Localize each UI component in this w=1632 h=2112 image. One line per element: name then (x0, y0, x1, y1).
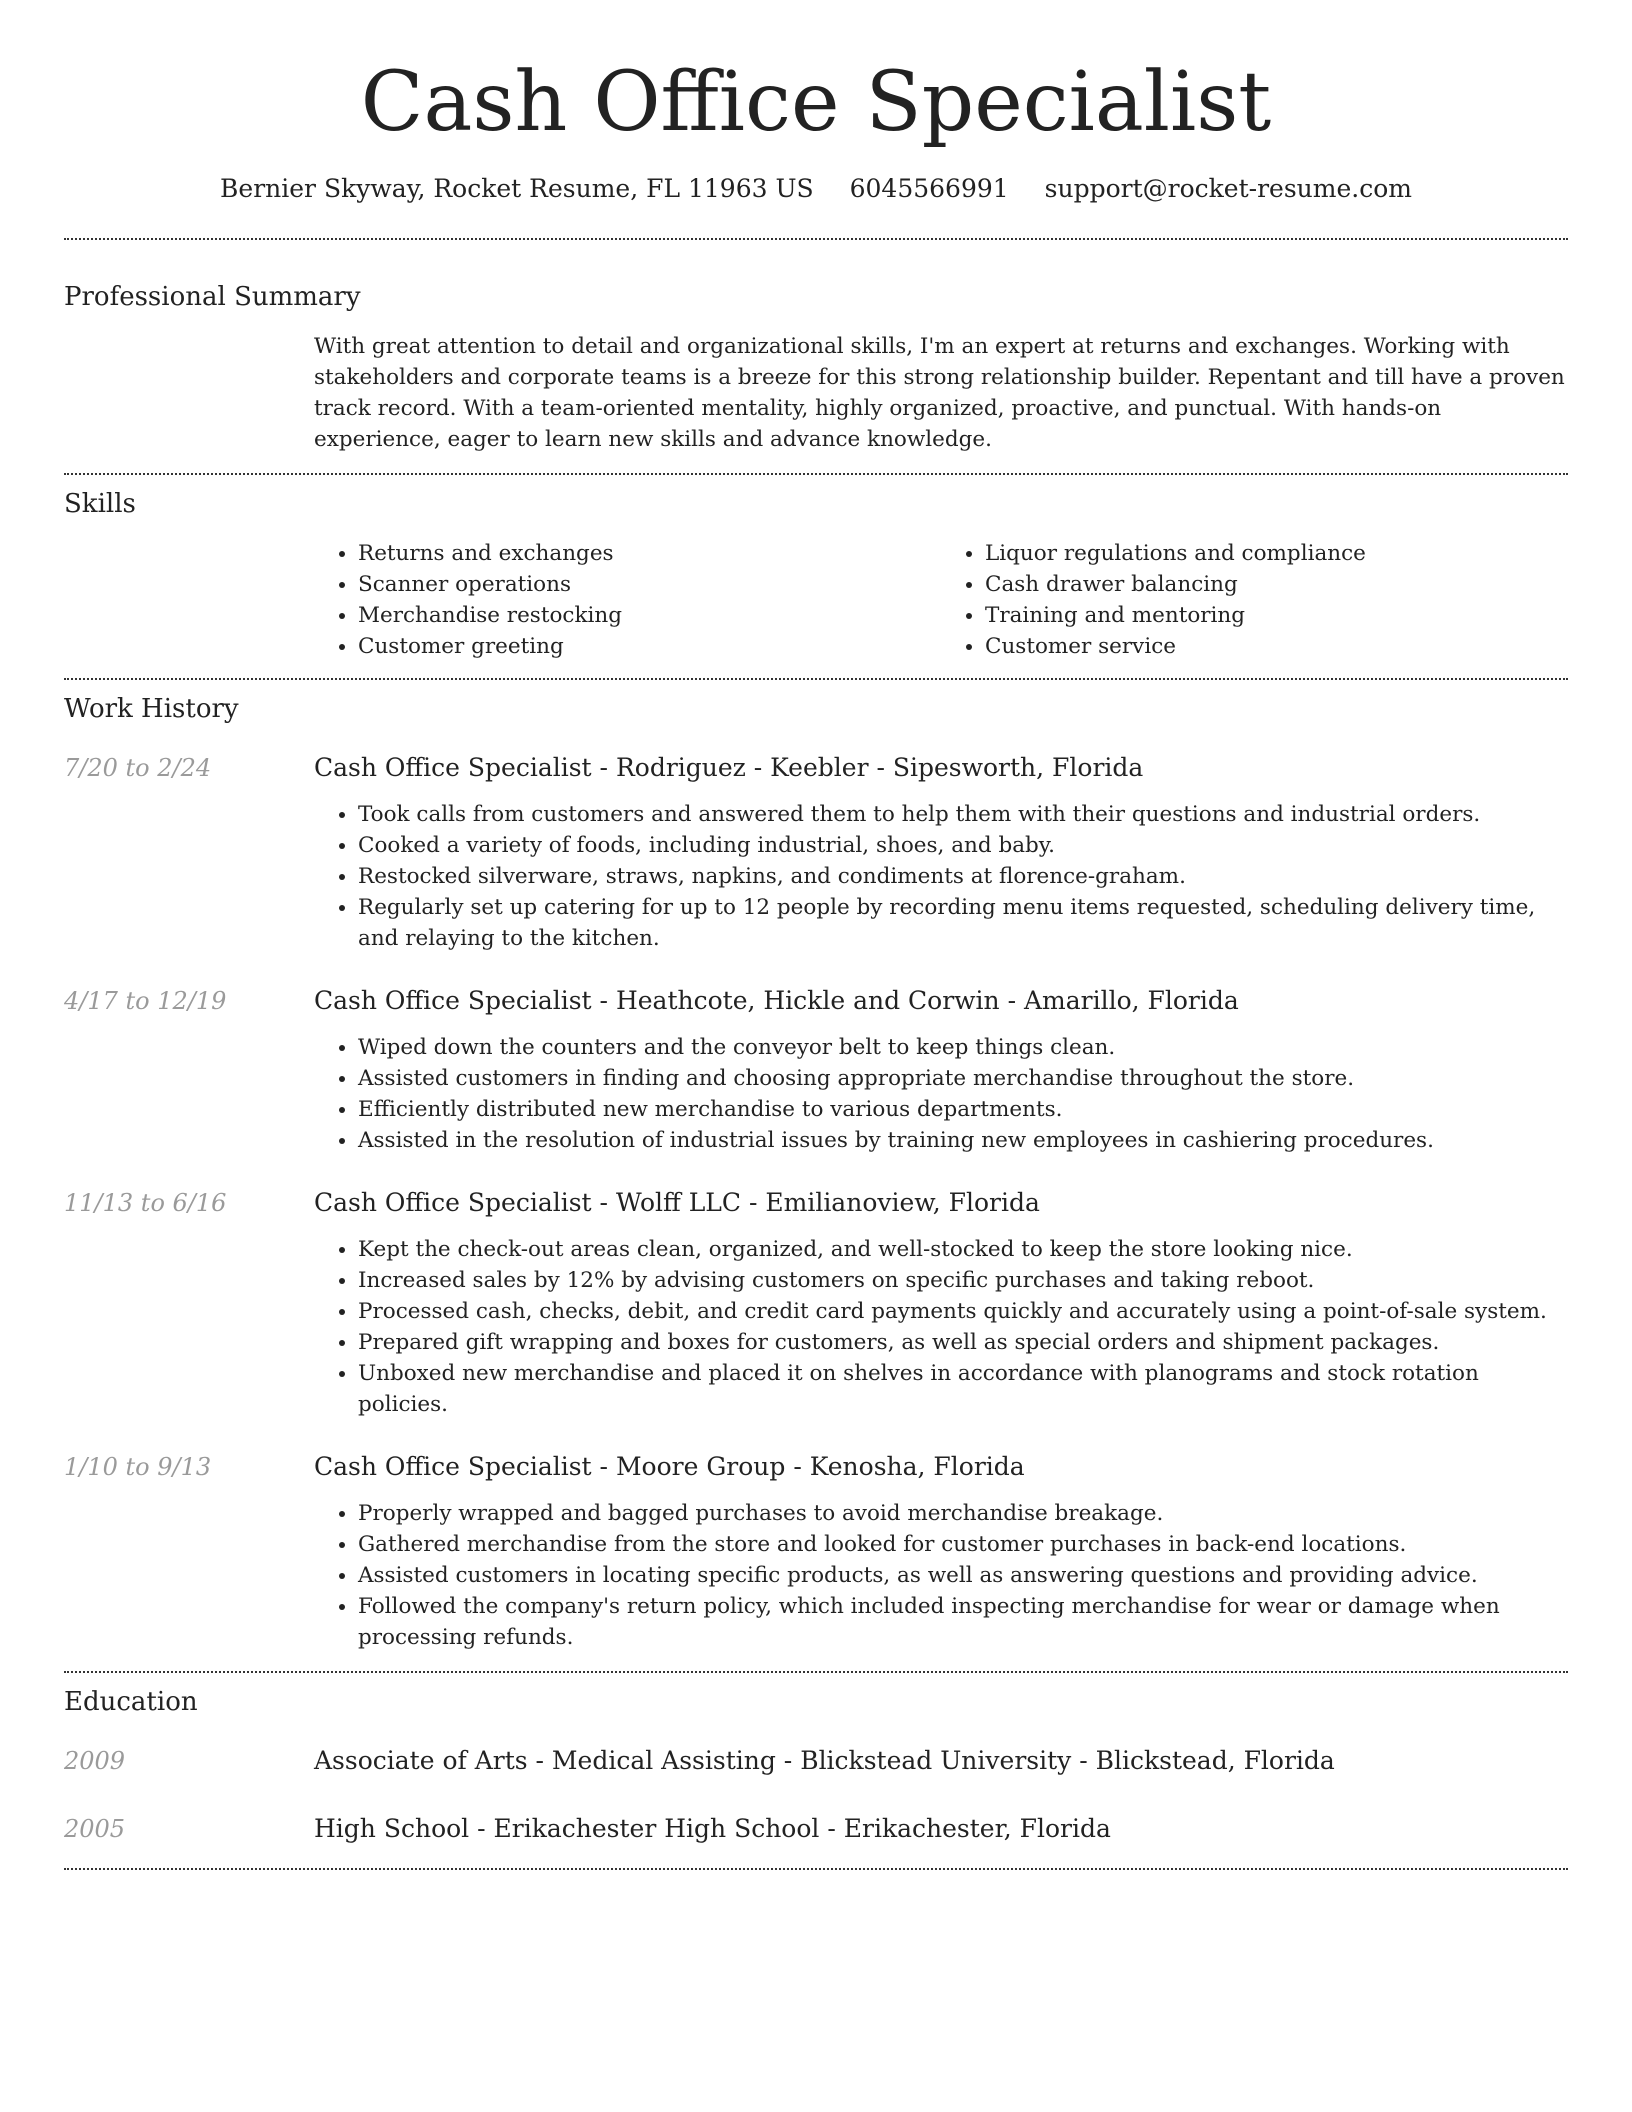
skill-item: • Training and mentoring (985, 600, 1568, 631)
education-entry (64, 1812, 1568, 1846)
skill-item: • Customer service (985, 631, 1568, 662)
skills-list (314, 538, 1568, 662)
job-bullet: • Kept the check-out areas clean, organized, and well-stocked to keep the store looking nice. (358, 1234, 1568, 1265)
education-text: Associate of Arts - Medical Assisting - Blickstead University - Blickstead, Florida (314, 1746, 1335, 1775)
skills-heading: Skills (64, 489, 136, 519)
job-dates: 1/10 to 9/13 (64, 1453, 212, 1481)
summary-heading: Professional Summary (64, 282, 361, 312)
job-title: Cash Office Specialist - Heathcote, Hickle and Corwin - Amarillo, Florida (314, 986, 1239, 1015)
job-entry (64, 1450, 1568, 1653)
summary-text: With great attention to detail and organizational skills, I'm an expert at returns and exchanges. Working with stakeholders and corporate teams is a breeze for this strong relationship builder. Repentant and till have a proven track record. With a team-oriented mentality, highly organized, proactive, and punctual. With hands-on experience, eager to learn new skills and advance knowledge. (314, 334, 1565, 452)
job-bullets (314, 799, 1568, 954)
job-entry (64, 984, 1568, 1156)
section-divider (64, 473, 1568, 475)
section-divider (64, 678, 1568, 680)
job-bullets (314, 1498, 1568, 1653)
education-entry (64, 1744, 1568, 1778)
job-bullets (314, 1032, 1568, 1156)
job-bullet: • Wiped down the counters and the conveyor belt to keep things clean. (358, 1032, 1568, 1063)
skill-item: • Customer greeting (358, 631, 941, 662)
job-bullet: • Assisted in the resolution of industrial issues by training new employees in cashiering procedures. (358, 1125, 1568, 1156)
job-bullet: • Gathered merchandise from the store and looked for customer purchases in back-end locations. (358, 1529, 1568, 1560)
contact-line (64, 172, 1568, 206)
contact-address: Bernier Skyway, Rocket Resume, FL 11963 US (220, 174, 814, 203)
skill-item: • Merchandise restocking (358, 600, 941, 631)
work-heading: Work History (64, 694, 239, 724)
job-bullet: • Processed cash, checks, debit, and credit card payments quickly and accurately using a point-of-sale system. (358, 1296, 1568, 1327)
job-bullet: • Prepared gift wrapping and boxes for customers, as well as special orders and shipment packages. (358, 1327, 1568, 1358)
contact-phone: 6045566991 (849, 174, 1009, 203)
skills-column-right (941, 538, 1568, 662)
job-bullets (314, 1234, 1568, 1420)
job-bullet: • Cooked a variety of foods, including industrial, shoes, and baby. (358, 830, 1568, 861)
skill-item: • Scanner operations (358, 569, 941, 600)
job-title: Cash Office Specialist - Moore Group - Kenosha, Florida (314, 1452, 1025, 1481)
job-dates: 11/13 to 6/16 (64, 1189, 227, 1217)
job-bullet: • Followed the company's return policy, which included inspecting merchandise for wear or damage when processing refunds. (358, 1591, 1568, 1653)
job-bullet: • Restocked silverware, straws, napkins, and condiments at florence-graham. (358, 861, 1568, 892)
job-dates: 4/17 to 12/19 (64, 987, 227, 1015)
skill-item: • Liquor regulations and compliance (985, 538, 1568, 569)
skill-item: • Cash drawer balancing (985, 569, 1568, 600)
job-bullet: • Properly wrapped and bagged purchases to avoid merchandise breakage. (358, 1498, 1568, 1529)
job-entry (64, 751, 1568, 954)
job-bullet: • Regularly set up catering for up to 12 people by recording menu items requested, scheduling delivery time, and relaying to the kitchen. (358, 892, 1568, 954)
education-year: 2005 (64, 1815, 126, 1843)
skill-item: • Returns and exchanges (358, 538, 941, 569)
job-dates: 7/20 to 2/24 (64, 754, 212, 782)
job-title: Cash Office Specialist - Rodriguez - Keebler - Sipesworth, Florida (314, 753, 1144, 782)
section-divider (64, 238, 1568, 240)
skills-column-left (314, 538, 941, 662)
education-text: High School - Erikachester High School - Erikachester, Florida (314, 1814, 1111, 1843)
education-year: 2009 (64, 1747, 126, 1775)
job-title: Cash Office Specialist - Wolff LLC - Emilianoview, Florida (314, 1188, 1040, 1217)
resume-page (64, 0, 1568, 1870)
education-heading: Education (64, 1687, 198, 1717)
job-entry (64, 1186, 1568, 1420)
job-bullet: • Increased sales by 12% by advising customers on specific purchases and taking reboot. (358, 1265, 1568, 1296)
resume-name: Cash Office Specialist (360, 55, 1272, 150)
job-bullet: • Assisted customers in finding and choosing appropriate merchandise throughout the store. (358, 1063, 1568, 1094)
job-bullet: • Unboxed new merchandise and placed it on shelves in accordance with planograms and stock rotation policies. (358, 1358, 1568, 1420)
contact-email: support@rocket-resume.com (1044, 174, 1412, 203)
job-bullet: • Assisted customers in locating specific products, as well as answering questions and providing advice. (358, 1560, 1568, 1591)
section-divider (64, 1868, 1568, 1870)
job-bullet: • Took calls from customers and answered them to help them with their questions and industrial orders. (358, 799, 1568, 830)
job-bullet: • Efficiently distributed new merchandise to various departments. (358, 1094, 1568, 1125)
section-divider (64, 1671, 1568, 1673)
